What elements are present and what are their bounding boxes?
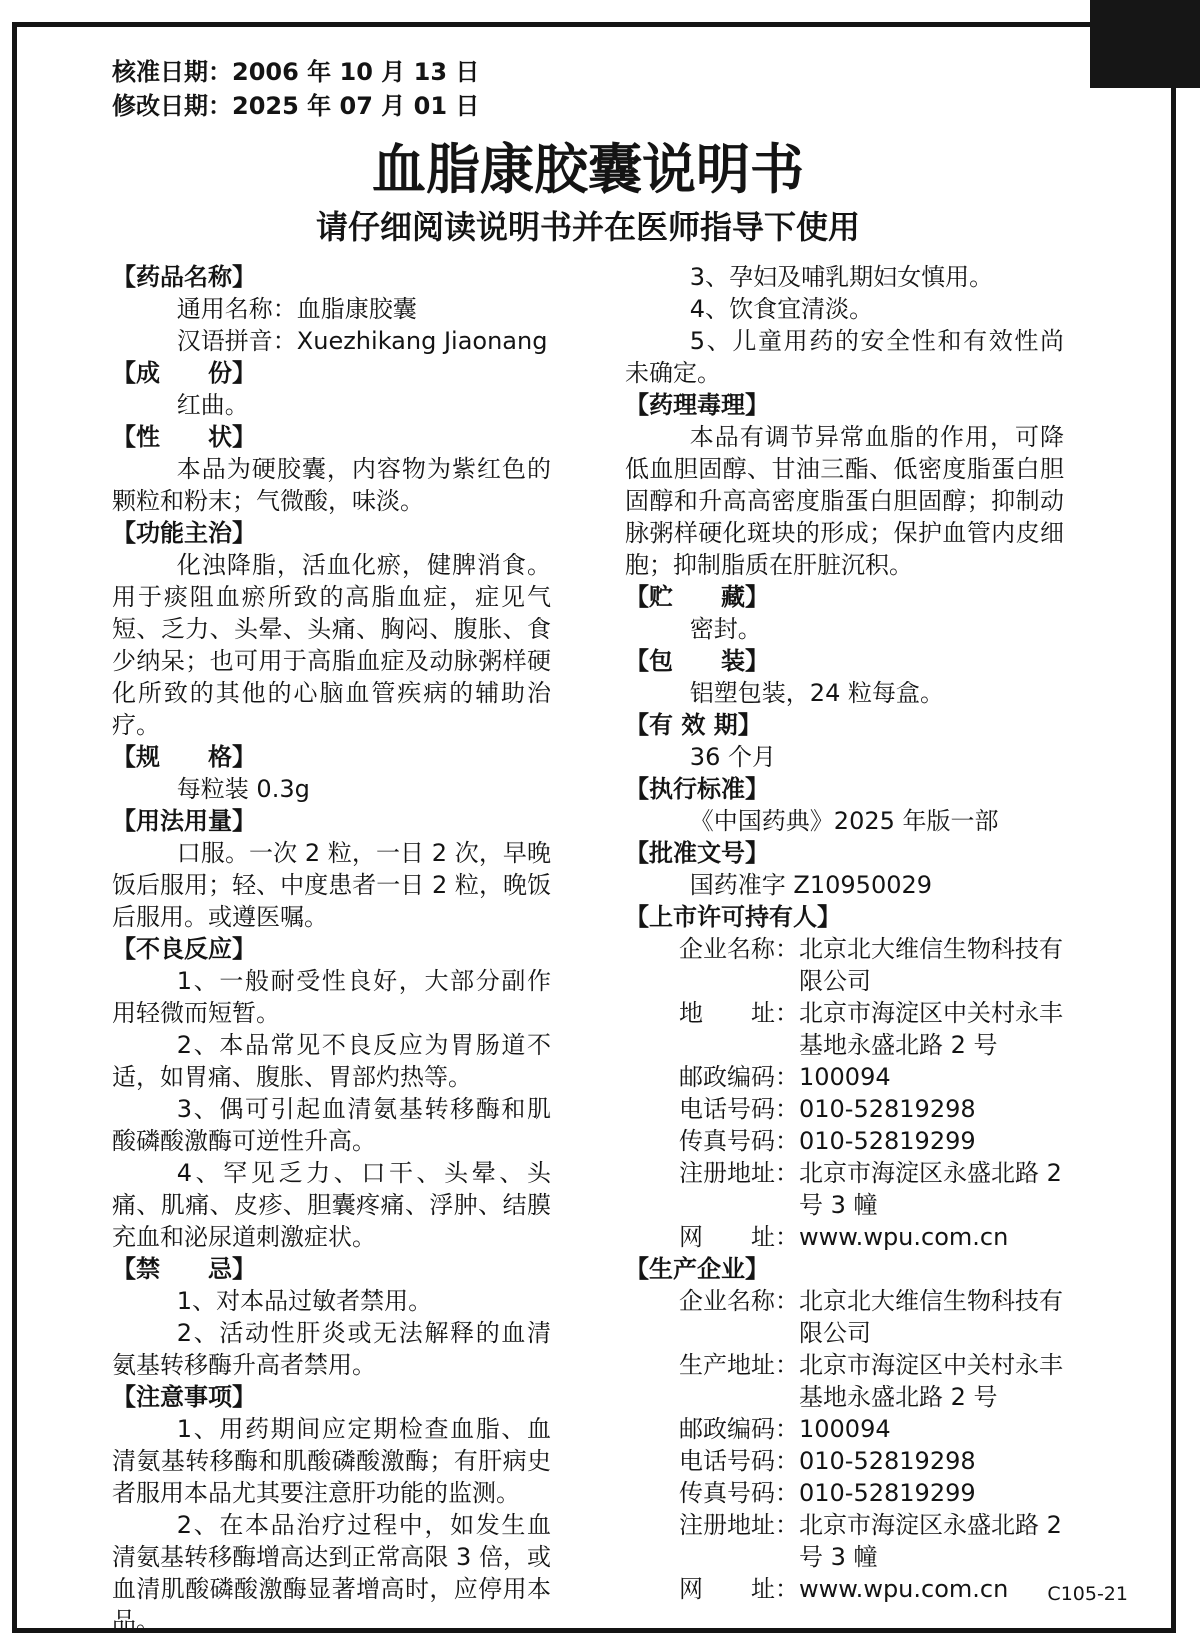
strength-text: 每粒装 0.3g	[176, 775, 310, 803]
info-label: 网 址：	[679, 1575, 799, 1603]
manufacturer-row	[625, 1445, 1064, 1477]
info-label: 邮政编码：	[679, 1415, 799, 1443]
precaution-item: 5、儿童用药的安全性和有效性尚未确定。	[625, 327, 1064, 387]
info-label: 网 址：	[679, 1223, 799, 1251]
standard-text: 《中国药典》2025 年版一部	[689, 807, 999, 835]
corner-black-box	[1090, 0, 1200, 88]
info-value: 010-52819298	[799, 1095, 976, 1123]
manufacturer-row	[625, 1285, 1064, 1349]
info-value: 010-52819299	[799, 1479, 976, 1507]
precaution-item: 4、饮食宜清淡。	[689, 295, 874, 323]
info-value: 北京北大维信生物科技有限公司	[799, 1287, 1063, 1347]
manufacturer-row	[625, 1573, 1064, 1605]
manufacturer-row	[625, 1349, 1064, 1413]
heading-contraindications: 【禁 忌】	[112, 1255, 256, 1283]
dosage-text: 口服。一次 2 粒，一日 2 次，早晚饭后服用；轻、中度患者一日 2 粒，晚饭后服用。或遵医嘱。	[112, 839, 551, 931]
manufacturer-row	[625, 1413, 1064, 1445]
license-holder-row	[625, 1093, 1064, 1125]
license-holder-row	[625, 1157, 1064, 1221]
heading-description: 【性 状】	[112, 423, 256, 451]
shelf-life-text: 36 个月	[689, 743, 776, 771]
pharmacology-text: 本品有调节异常血脂的作用，可降低血胆固醇、甘油三酯、低密度脂蛋白胆固醇和升高高密度脂蛋白胆固醇；抑制动脉粥样硬化斑块的形成；保护血管内皮细胞；抑制脂质在肝脏沉积。	[625, 423, 1064, 579]
info-value: 北京市海淀区中关村永丰基地永盛北路 2 号	[799, 999, 1063, 1059]
heading-standard: 【执行标准】	[625, 775, 769, 803]
adverse-reaction-item: 2、本品常见不良反应为胃肠道不适，如胃痛、腹胀、胃部灼热等。	[112, 1031, 551, 1091]
right-column	[625, 261, 1064, 1637]
info-value: 北京市海淀区永盛北路 2 号 3 幢	[799, 1511, 1062, 1571]
heading-approval-number: 【批准文号】	[625, 839, 769, 867]
license-holder-row	[625, 997, 1064, 1061]
info-value: 100094	[799, 1063, 891, 1091]
page-title: 血脂康胶囊说明书	[372, 138, 804, 201]
generic-name-line: 通用名称：血脂康胶囊	[176, 295, 417, 323]
indications-text: 化浊降脂，活血化瘀，健脾消食。用于痰阻血瘀所致的高脂血症，症见气短、乏力、头晕、头痛、胸闷、腹胀、食少纳呆；也可用于高脂血症及动脉粥样硬化所致的其他的心脑血管疾病的辅助治疗。	[112, 551, 551, 739]
info-label: 生产地址：	[679, 1351, 799, 1379]
info-label: 注册地址：	[679, 1159, 799, 1187]
heading-adverse-reactions: 【不良反应】	[112, 935, 256, 963]
heading-ingredients: 【成 份】	[112, 359, 256, 387]
info-value: 010-52819299	[799, 1127, 976, 1155]
manufacturer-row	[625, 1509, 1064, 1573]
info-value: 北京市海淀区中关村永丰基地永盛北路 2 号	[799, 1351, 1063, 1411]
heading-manufacturer: 【生产企业】	[625, 1255, 769, 1283]
info-label: 地 址：	[679, 999, 799, 1027]
storage-text: 密封。	[689, 615, 762, 643]
info-value: 北京市海淀区永盛北路 2 号 3 幢	[799, 1159, 1062, 1219]
pinyin-line: 汉语拼音：Xuezhikang Jiaonang	[176, 327, 548, 355]
info-value: 北京北大维信生物科技有限公司	[799, 935, 1063, 995]
heading-dosage: 【用法用量】	[112, 807, 256, 835]
info-label: 邮政编码：	[679, 1063, 799, 1091]
heading-license-holder: 【上市许可持有人】	[625, 903, 841, 931]
info-label: 企业名称：	[679, 1287, 799, 1315]
info-label: 传真号码：	[679, 1479, 799, 1507]
page-content	[112, 55, 1064, 1637]
license-holder-row	[625, 933, 1064, 997]
page-subtitle: 请仔细阅读说明书并在医师指导下使用	[315, 208, 860, 246]
approval-date-line: 核准日期：2006 年 10 月 13 日	[112, 58, 480, 86]
license-holder-row	[625, 1125, 1064, 1157]
license-holder-row	[625, 1061, 1064, 1093]
description-text: 本品为硬胶囊，内容物为紫红色的颗粒和粉末；气微酸，味淡。	[112, 455, 551, 515]
two-column-body	[112, 261, 1064, 1637]
adverse-reaction-item: 1、一般耐受性良好，大部分副作用轻微而短暂。	[112, 967, 551, 1027]
precaution-item: 3、孕妇及哺乳期妇女慎用。	[689, 263, 994, 291]
info-label: 企业名称：	[679, 935, 799, 963]
adverse-reaction-item: 4、罕见乏力、口干、头晕、头痛、肌痛、皮疹、胆囊疼痛、浮肿、结膜充血和泌尿道刺激症状。	[112, 1159, 551, 1251]
manufacturer-row	[625, 1477, 1064, 1509]
packaging-text: 铝塑包装，24 粒每盒。	[689, 679, 944, 707]
heading-pharmacology: 【药理毒理】	[625, 391, 769, 419]
precaution-item: 2、在本品治疗过程中，如发生血清氨基转移酶增高达到正常高限 3 倍，或血清肌酸磷酸激酶显著增高时，应停用本品。	[112, 1511, 551, 1635]
info-value: www.wpu.com.cn	[799, 1575, 1009, 1603]
left-column	[112, 261, 551, 1637]
revision-date-line: 修改日期：2025 年 07 月 01 日	[112, 92, 480, 120]
heading-packaging: 【包 装】	[625, 647, 769, 675]
contraindication-item: 2、活动性肝炎或无法解释的血清氨基转移酶升高者禁用。	[112, 1319, 551, 1379]
heading-shelf-life: 【有 效 期】	[625, 711, 762, 739]
info-label: 传真号码：	[679, 1127, 799, 1155]
heading-storage: 【贮 藏】	[625, 583, 769, 611]
info-label: 注册地址：	[679, 1511, 799, 1539]
adverse-reaction-item: 3、偶可引起血清氨基转移酶和肌酸磷酸激酶可逆性升高。	[112, 1095, 551, 1155]
ingredients-text: 红曲。	[176, 391, 249, 419]
info-value: 010-52819298	[799, 1447, 976, 1475]
heading-precautions: 【注意事项】	[112, 1383, 256, 1411]
license-holder-row	[625, 1221, 1064, 1253]
heading-drug-name: 【药品名称】	[112, 263, 256, 291]
precaution-item: 1、用药期间应定期检查血脂、血清氨基转移酶和肌酸磷酸激酶；有肝病史者服用本品尤其要注意肝功能的监测。	[112, 1415, 551, 1507]
contraindication-item: 1、对本品过敏者禁用。	[176, 1287, 433, 1315]
approval-number-text: 国药准字 Z10950029	[689, 871, 933, 899]
document-code: C105-21	[1047, 1583, 1128, 1605]
info-label: 电话号码：	[679, 1447, 799, 1475]
heading-indications: 【功能主治】	[112, 519, 256, 547]
info-value: www.wpu.com.cn	[799, 1223, 1009, 1251]
info-value: 100094	[799, 1415, 891, 1443]
info-label: 电话号码：	[679, 1095, 799, 1123]
heading-strength: 【规 格】	[112, 743, 256, 771]
